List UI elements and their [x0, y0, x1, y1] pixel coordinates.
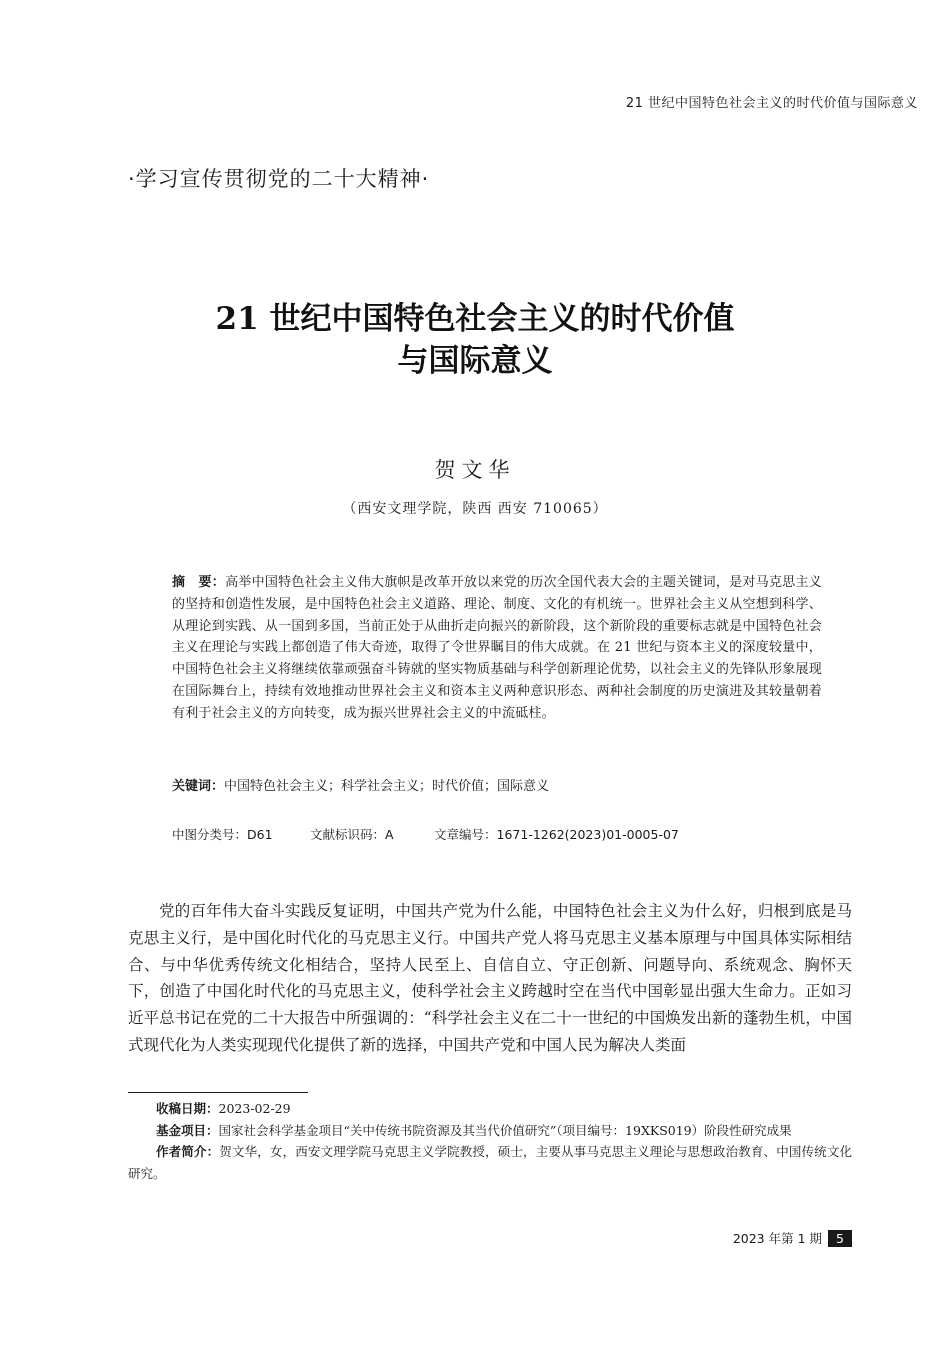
clc-value: D61: [247, 827, 273, 842]
column-label: ·学习宣传贯彻党的二十大精神·: [128, 167, 430, 191]
page-number: 5: [828, 1230, 852, 1247]
received-value: 2023-02-29: [218, 1101, 291, 1116]
article-label: 文章编号：: [434, 827, 497, 842]
footnotes: [128, 1098, 852, 1184]
doc-value: A: [385, 827, 394, 842]
footnote-fund: [128, 1120, 852, 1142]
keywords-label: 关键词：: [172, 779, 225, 794]
fund-value: 国家社会科学基金项目“关中传统书院资源及其当代价值研究”（项目编号：19XKS019）阶段性研究成果: [218, 1122, 792, 1138]
footnote-received: [128, 1098, 852, 1120]
received-label: 收稿日期：: [156, 1101, 219, 1116]
fund-label: 基金项目：: [156, 1122, 219, 1138]
page-footer: [733, 1229, 852, 1247]
footnote-bio: [128, 1141, 852, 1184]
running-header: 21 世纪中国特色社会主义的时代价值与国际意义: [625, 96, 918, 111]
document-code: [310, 825, 434, 843]
bio-label: 作者简介：: [156, 1144, 220, 1160]
keywords-text: 中国特色社会主义；科学社会主义；时代价值；国际意义: [224, 779, 550, 794]
clc-label: 中图分类号：: [172, 827, 248, 842]
article-number: [434, 825, 679, 843]
footnote-divider: [128, 1092, 308, 1093]
abstract-label: 摘 要：: [172, 575, 226, 590]
abstract: [172, 572, 822, 725]
author-affiliation: （西安文理学院，陕西 西安 710065）: [342, 501, 608, 517]
title-line-2: 与国际意义: [397, 343, 553, 379]
bio-value: 贺文华，女，西安文理学院马克思主义学院教授，硕士，主要从事马克思主义理论与思想政治教育、中国传统文化研究。: [128, 1144, 852, 1181]
article-value: 1671-1262(2023)01-0005-07: [496, 827, 679, 842]
issue-label: 2023 年第 1 期: [732, 1231, 822, 1246]
body-paragraph: 党的百年伟大奋斗实践反复证明，中国共产党为什么能，中国特色社会主义为什么好，归根到底是马克思主义行，是中国化时代化的马克思主义行。中国共产党人将马克思主义基本原理与中国具体实际相结合、与中华优秀传统文化相结合，坚持人民至上、自信自立、守正创新、问题导向、系统观念、胸怀天下，创造了中国化时代化的马克思主义，使科学社会主义跨越时空在当代中国彰显出强大生命力。正如习近平总书记在党的二十大报告中所强调的：“科学社会主义在二十一世纪的中国焕发出新的蓬勃生机，中国式现代化为人类实现现代化提供了新的选择，中国共产党和中国人民为解决人类面: [128, 902, 852, 1054]
keywords: [172, 776, 822, 798]
classification-row: [172, 825, 822, 843]
title-line-1: 21 世纪中国特色社会主义的时代价值: [215, 301, 735, 337]
article-title: [0, 298, 950, 382]
clc-number: [172, 825, 310, 843]
doc-label: 文献标识码：: [310, 827, 386, 842]
abstract-text: 高举中国特色社会主义伟大旗帜是改革开放以来党的历次全国代表大会的主题关键词，是对马克思主义的坚持和创造性发展，是中国特色社会主义道路、理论、制度、文化的有机统一。世界社会主义从空想到科学、从理论到实践、从一国到多国，当前正处于从曲折走向振兴的新阶段，这个新阶段的重要标志就是中国特色社会主义在理论与实践上都创造了伟大奇迹，取得了令世界瞩目的伟大成就。在 21 世纪与资本主义的深度较量中，中国特色社会主义将继续依靠顽强奋斗铸就的坚实物质基础与科学创新理论优势，以社会主义的先锋队形象展现在国际舞台上，持续有效地推动世界社会主义和资本主义两种意识形态、两种社会制度的历史演进及其较量朝着有利于社会主义的方向转变，成为振兴世界社会主义的中流砥柱。: [172, 575, 822, 721]
author-name: 贺文华: [434, 458, 516, 482]
